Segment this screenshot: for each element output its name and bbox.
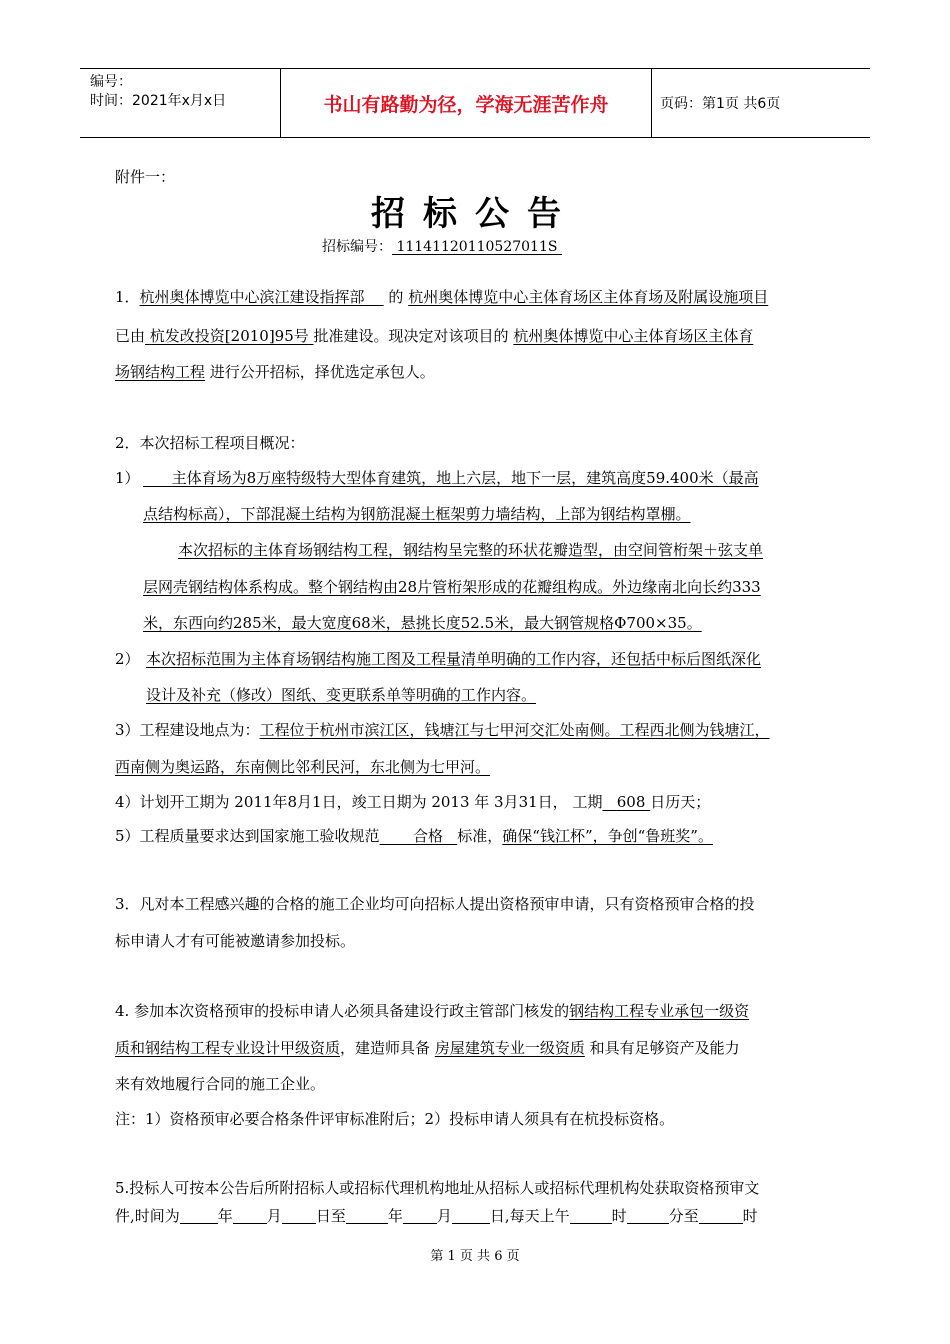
qualification-a: 钢结构工程专业承包一级资 [569, 1002, 750, 1020]
s1-line1: 1．杭州奥体博览中心滨江建设指挥部 的 杭州奥体博览中心主体育场区主体育场及附属设施项目 [115, 288, 769, 306]
quality-goal: 确保“钱江杯”，争创“鲁班奖”。 [502, 827, 713, 845]
tenderer-name: 杭州奥体博览中心滨江建设指挥部 [139, 288, 365, 306]
builder-qualification: 房屋建筑专业一级资质 [434, 1039, 585, 1057]
s3-line1: 3．凡对本工程感兴趣的合格的施工企业均可向招标人提出资格预审申请，只有资格预审合格的投 [115, 895, 755, 913]
s1-line3: 场钢结构工程 进行公开招标，择优选定承包人。 [115, 363, 435, 381]
page-header [80, 68, 870, 138]
s2-p1-num: 1） [115, 469, 140, 487]
page-title: 招标公告 [371, 194, 579, 234]
s2-p2-num: 2） [115, 650, 140, 668]
site-location-a: 工程位于杭州市滨江区，钱塘江与七甲河交汇处南侧。工程西北侧为钱塘江， [259, 721, 770, 739]
header-left-cell [80, 69, 281, 137]
s2-heading: 2．本次招标工程项目概况： [115, 434, 305, 452]
blank-hour-start[interactable] [570, 1207, 612, 1224]
s2-p3-line2: 西南侧为奥运路，东南侧比邻利民河，东北侧为七甲河。 [115, 758, 491, 776]
blank-hour-end[interactable] [699, 1207, 743, 1224]
s2-p1-line5: 米，东西向约285米，最大宽度68米，悬挑长度52.5米，最大钢管规格Φ700×35。 [143, 614, 702, 632]
approval-doc: 杭发改投资[2010]95号 [149, 327, 309, 345]
bid-number-label: 招标编号： [322, 239, 392, 255]
s4-line3: 来有效地履行合同的施工企业。 [115, 1075, 326, 1093]
bid-number: 11141120110527011S [396, 239, 558, 255]
s2-p4: 4）计划开工期为 2011年8月1日，竣工日期为 2013 年 3月31日， 工期 608 日历天； [115, 793, 711, 811]
blank-month-end[interactable] [403, 1207, 437, 1224]
quality-standard: 合格 [412, 827, 443, 845]
s4-note: 注：1）资格预审必要合格条件评审标准附后；2）投标申请人须具有在杭投标资格。 [115, 1110, 675, 1128]
duration-days: 608 [616, 793, 646, 811]
blank-month-start[interactable] [233, 1207, 267, 1224]
target-name-b: 场钢结构工程 [115, 363, 206, 381]
time-label: 时间：2021年x月x日 [90, 93, 227, 109]
s2-p1-line3: 本次招标的主体育场钢结构工程，钢结构呈完整的环状花瓣造型，由空间管桁架＋弦支单 [178, 541, 764, 559]
blank-year-start[interactable] [180, 1207, 218, 1224]
blank-day-end[interactable] [452, 1207, 490, 1224]
s5-line2: 件,时间为 年 月 日至 年 月 日,每天上午 时 分至 时 [115, 1207, 758, 1225]
s2-p3-line1: 3）工程建设地点为：工程位于杭州市滨江区，钱塘江与七甲河交汇处南侧。工程西北侧为钱塘江， [115, 721, 770, 739]
attachment-label: 附件一： [115, 168, 176, 186]
s5-line1: 5.投标人可按本公告后所附招标人或招标代理机构地址从招标人或招标代理机构处获取资格预审文 [115, 1179, 760, 1197]
motto: 书山有路勤为径，学海无涯苦作舟 [281, 69, 652, 137]
s2-p2-line1: 本次招标范围为主体育场钢结构施工图及工程量清单明确的工作内容，还包括中标后图纸深化 [146, 650, 762, 668]
blank-year-end[interactable] [346, 1207, 388, 1224]
s4-line1: 4. 参加本次资格预审的投标申请人必须具备建设行政主管部门核发的钢结构工程专业承包一级资 [115, 1002, 750, 1020]
page-footer: 第 1 页 共 6 页 [430, 1249, 520, 1264]
s2-p2-line2: 设计及补充（修改）图纸、变更联系单等明确的工作内容。 [146, 686, 537, 704]
number-label: 编号： [90, 74, 132, 90]
blank-day-start[interactable] [282, 1207, 316, 1224]
s3-line2: 标申请人才有可能被邀请参加投标。 [115, 932, 356, 950]
qualification-b: 质和钢结构工程专业设计甲级资质 [115, 1039, 341, 1057]
bid-number-line [322, 236, 562, 256]
s2-p1-line1: 主体育场为8万座特级特大型体育建筑，地上六层，地下一层，建筑高度59.400米（最高 [171, 469, 759, 487]
s2-p1-line4: 层网壳钢结构体系构成。整个钢结构由28片管桁架形成的花瓣组构成。外边缘南北向长约333 [143, 578, 761, 596]
blank-minute-start[interactable] [627, 1207, 669, 1224]
page-label: 页码：第1页 共6页 [660, 96, 781, 112]
target-name-a: 杭州奥体博览中心主体育场区主体育 [513, 327, 754, 345]
project-name: 杭州奥体博览中心主体育场区主体育场及附属设施项目 [408, 288, 769, 306]
s2-p5: 5）工程质量要求达到国家施工验收规范 合格 标准，确保“钱江杯”，争创“鲁班奖”。 [115, 827, 713, 845]
s2-p1-line2: 点结构标高），下部混凝土结构为钢筋混凝土框架剪力墙结构，上部为钢结构罩棚。 [143, 505, 691, 523]
s1-line2: 已由 杭发改投资[2010]95号 批准建设。现决定对该项目的 杭州奥体博览中心主体育场区主体育 [115, 327, 754, 345]
s4-line2: 质和钢结构工程专业设计甲级资质，建造师具备 房屋建筑专业一级资质 和具有足够资产及能力 [115, 1039, 740, 1057]
